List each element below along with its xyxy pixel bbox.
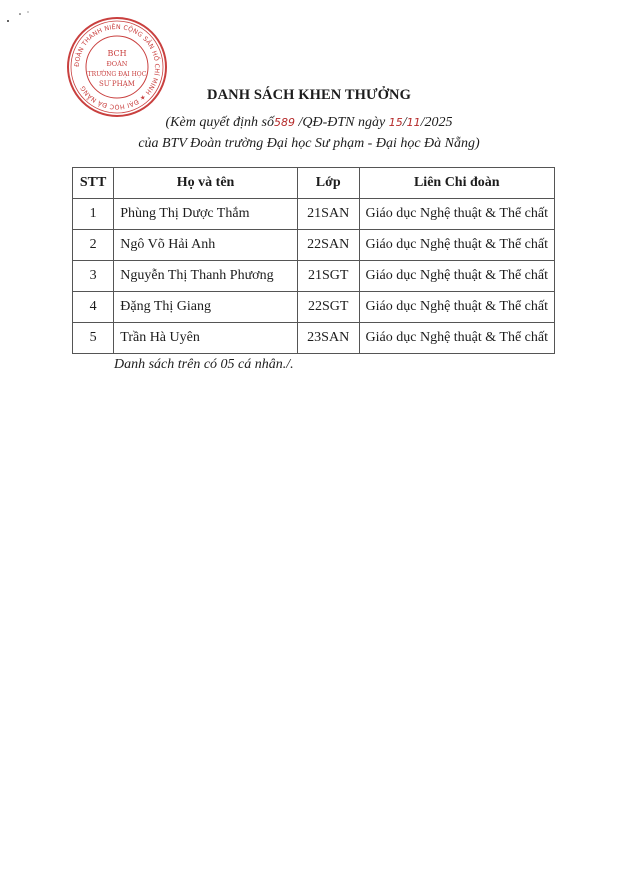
cell-unit: Giáo dục Nghệ thuật & Thể chất <box>359 261 554 292</box>
header-stt: STT <box>73 168 114 199</box>
header-unit: Liên Chi đoàn <box>359 168 554 199</box>
cell-unit: Giáo dục Nghệ thuật & Thể chất <box>359 292 554 323</box>
cell-stt: 2 <box>73 230 114 261</box>
seal-ring-text: ĐOÀN THANH NIÊN CỘNG SẢN HỒ CHÍ MINH ★ ĐẠI HỌC ĐÀ NẴNG <box>73 23 161 111</box>
table-row <box>73 199 555 230</box>
day-handwritten: 15 <box>388 116 403 129</box>
header-name: Họ và tên <box>114 168 298 199</box>
month-handwritten: 11 <box>406 116 421 129</box>
cell-class: 21SAN <box>297 199 359 230</box>
awards-table <box>72 167 555 354</box>
table-row <box>73 323 555 354</box>
cell-unit: Giáo dục Nghệ thuật & Thể chất <box>359 199 554 230</box>
header-class: Lớp <box>297 168 359 199</box>
seal-line-2: ĐOÀN <box>106 60 128 68</box>
cell-class: 23SAN <box>297 323 359 354</box>
seal-line-4: SƯ PHẠM <box>99 80 135 88</box>
table-row <box>73 292 555 323</box>
subtitle-mid: /QĐ-ĐTN ngày <box>298 115 386 130</box>
cell-class: 22SAN <box>297 230 359 261</box>
decision-number-handwritten: 589 <box>273 116 295 129</box>
table-header-row <box>73 168 555 199</box>
cell-class: 22SGT <box>297 292 359 323</box>
cell-name: Trần Hà Uyên <box>114 323 298 354</box>
subtitle-prefix: (Kèm quyết định số <box>165 115 274 130</box>
cell-name: Ngô Võ Hải Anh <box>114 230 298 261</box>
decision-reference: (Kèm quyết định số589 /QĐ-ĐTN ngày 15/11/2025 <box>165 115 453 130</box>
issuing-body: của BTV Đoàn trường Đại học Sư phạm - Đại học Đà Nẵng) <box>138 136 480 151</box>
table-row <box>73 261 555 292</box>
cell-class: 21SGT <box>297 261 359 292</box>
seal-line-3: TRƯỜNG ĐẠI HỌC <box>87 71 147 78</box>
table-row <box>73 230 555 261</box>
document-title: DANH SÁCH KHEN THƯỞNG <box>207 87 411 103</box>
year-suffix: /2025 <box>420 115 453 130</box>
cell-unit: Giáo dục Nghệ thuật & Thể chất <box>359 230 554 261</box>
cell-stt: 4 <box>73 292 114 323</box>
cell-name: Phùng Thị Dược Thắm <box>114 199 298 230</box>
cell-name: Đặng Thị Giang <box>114 292 298 323</box>
cell-stt: 3 <box>73 261 114 292</box>
cell-unit: Giáo dục Nghệ thuật & Thể chất <box>359 323 554 354</box>
cell-name: Nguyễn Thị Thanh Phương <box>114 261 298 292</box>
seal-line-1: BCH <box>107 49 127 58</box>
scan-specks <box>6 8 36 28</box>
cell-stt: 1 <box>73 199 114 230</box>
footer-note: Danh sách trên có 05 cá nhân./. <box>114 357 294 372</box>
cell-stt: 5 <box>73 323 114 354</box>
